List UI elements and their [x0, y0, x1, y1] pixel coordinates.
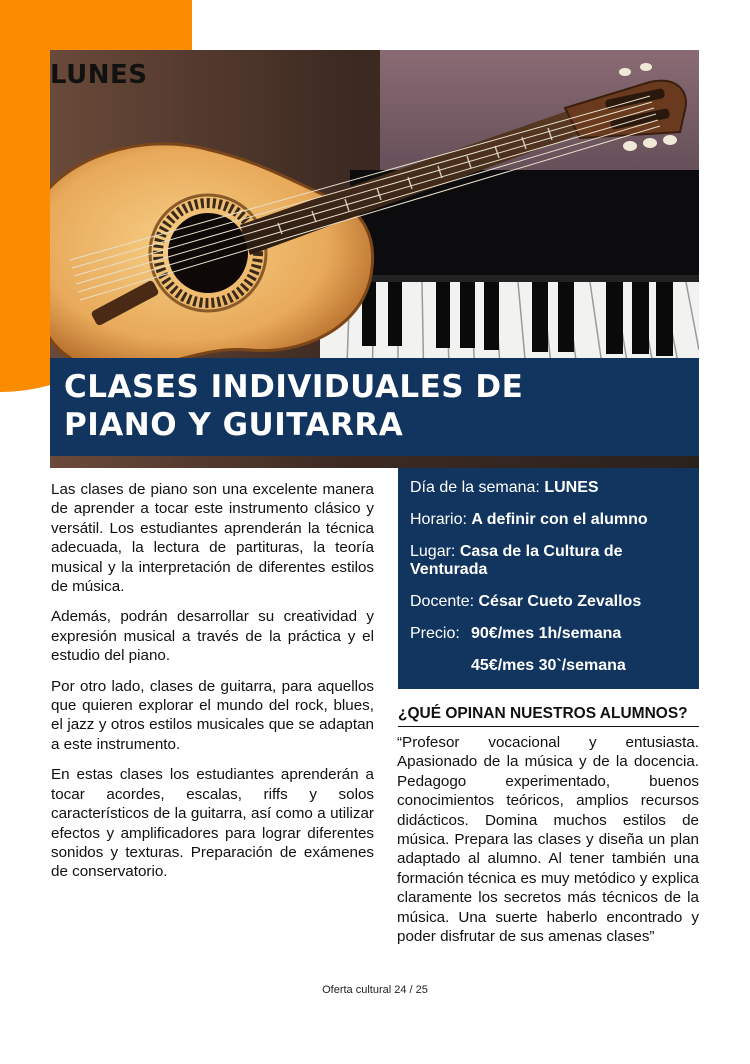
title-line-1: CLASES INDIVIDUALES DE — [64, 369, 524, 405]
price-option-2: 45€/mes 30`/semana — [471, 657, 626, 674]
info-teacher-value: César Cueto Zevallos — [478, 593, 642, 610]
day-heading: LUNES — [50, 60, 148, 90]
info-schedule — [410, 511, 689, 529]
info-price-values — [471, 625, 626, 675]
title-banner — [50, 358, 699, 456]
info-schedule-label: Horario: — [410, 511, 467, 528]
info-place-label: Lugar: — [410, 543, 456, 560]
price-option-1: 90€/mes 1h/semana — [471, 625, 622, 642]
title-line-2: PIANO Y GUITARRA — [64, 407, 404, 443]
info-teacher — [410, 593, 689, 611]
info-schedule-value: A definir con el alumno — [471, 511, 648, 528]
opinion-quote: “Profesor vocacional y entusiasta. Apasionado de la música y de la docencia. Pedagogo experimentado, buenos conocimientos teóricos, amplios recursos didácticos. Domina muchos estilos de música. Prepara las clases y diseña un plan adaptado al alumno. Al tener también una formación técnica es muy metódico y explica claramente los secretos más técnicos de la música. Una suerte haberlo encontrado y poder disfrutar de sus amenas clases” — [397, 734, 699, 946]
info-price-label: Precio: — [410, 625, 460, 642]
info-place-value: Casa de la Cultura de Venturada — [410, 543, 623, 578]
info-day — [410, 479, 689, 497]
info-day-label: Día de la semana: — [410, 479, 540, 496]
paragraph: Las clases de piano son una excelente manera de aprender a tocar este instrumento clásico y versátil. Los estudiantes aprenderán la técnica adecuada, la lectura de partituras, la teoría musical y la interpretación de diferentes estilos de música. — [51, 481, 374, 596]
opinion-heading: ¿QUÉ OPINAN NUESTROS ALUMNOS? — [398, 705, 699, 727]
paragraph: En estas clases los estudiantes aprenderán a tocar acordes, escalas, riffs y solos característicos de la guitarra, así como a utilizar efectos y amplificadores para lograr diferentes sonidos y texturas. Preparación de exámenes de conservatorio. — [51, 766, 374, 881]
paragraph: Además, podrán desarrollar su creatividad y expresión musical a través de la práctica y el estudio del piano. — [51, 608, 374, 665]
info-teacher-label: Docente: — [410, 593, 475, 610]
info-box — [398, 461, 699, 689]
page-title — [64, 368, 699, 444]
info-price — [410, 625, 689, 675]
paragraph: Por otro lado, clases de guitarra, para aquellos que quieren explorar el mundo del rock, blues, el jazz y otros estilos musicales que se adaptan a este instrumento. — [51, 677, 374, 753]
info-day-value: LUNES — [544, 479, 599, 496]
info-place — [410, 543, 689, 579]
page-footer: Oferta cultural 24 / 25 — [322, 984, 428, 996]
description-column — [51, 480, 374, 893]
